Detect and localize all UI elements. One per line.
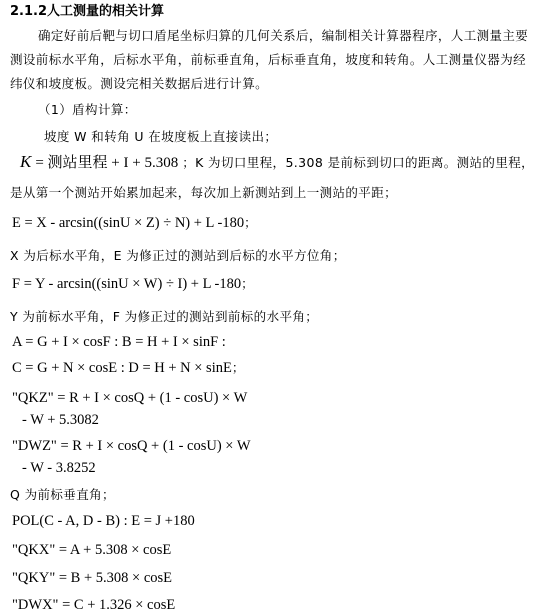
equation-dwz-line-1: "DWZ" = R + I × cosQ + (1 - cosU) × W bbox=[12, 438, 251, 454]
equation-qkz-line-1: "QKZ" = R + I × cosQ + (1 - cosU) × W bbox=[12, 390, 248, 406]
equation-cd-tail: ； bbox=[231, 360, 245, 375]
equation-ab: A = G + I × cosF : B = H + I × sinF : bbox=[12, 334, 226, 350]
desc-q: Q 为前标垂直角； bbox=[10, 487, 115, 502]
equation-cd-text: C = G + N × cosE : D = H + N × sinE bbox=[12, 360, 232, 376]
desc-y: Y 为前标水平角，F 为修正过的测站到前标的水平角； bbox=[10, 309, 319, 324]
intro-line-2: 测设前标水平角，后标水平角，前标垂直角，后标垂直角，坡度和转角。人工测量仪器为经 bbox=[10, 52, 527, 67]
k-formula-desc: ；K 为切口里程，5.308 是前标到切口的距离。测站的里程， bbox=[182, 155, 535, 170]
equation-qkz-line-2: - W + 5.3082 bbox=[22, 412, 99, 428]
intro-line-3: 纬仪和坡度板。测设完相关数据后进行计算。 bbox=[10, 76, 269, 91]
k-formula-rhs: = 测站里程 + I + 5.308 bbox=[35, 155, 179, 171]
k-symbol: K bbox=[20, 152, 32, 171]
desc-x: X 为后标水平角，E 为修正过的测站到后标的水平方位角； bbox=[10, 248, 346, 263]
equation-pol: POL(C - A, D - B) : E = J +180 bbox=[12, 513, 195, 529]
k-formula-line bbox=[20, 153, 534, 172]
equation-e-text: E = X - arcsin((sinU × Z) ÷ N) + L -180 bbox=[12, 215, 245, 231]
equation-qky: "QKY" = B + 5.308 × cosE bbox=[12, 570, 173, 586]
equation-qkx: "QKX" = A + 5.308 × cosE bbox=[12, 542, 172, 558]
slope-turn-note: 坡度 W 和转角 U 在坡度板上直接读出； bbox=[44, 129, 278, 144]
equation-cd bbox=[12, 359, 245, 377]
section-heading: 2.1.2人工测量的相关计算 bbox=[10, 4, 165, 19]
equation-dwx: "DWX" = C + 1.326 × cosE bbox=[12, 597, 176, 613]
equation-e-tail: ； bbox=[244, 215, 257, 230]
equation-dwz-line-2: - W - 3.8252 bbox=[22, 460, 96, 476]
equation-f-tail: ； bbox=[241, 276, 255, 291]
equation-e bbox=[12, 214, 257, 232]
k-desc-line-2: 是从第一个测站开始累加起来，每次加上新测站到上一测站的平距； bbox=[10, 185, 398, 200]
equation-f bbox=[12, 275, 254, 293]
subsection-heading: （1）盾构计算： bbox=[38, 102, 137, 117]
equation-f-text: F = Y - arcsin((sinU × W) ÷ I) + L -180 bbox=[12, 276, 242, 292]
intro-line-1: 确定好前后靶与切口盾尾坐标归算的几何关系后，编制相关计算器程序，人工测量主要 bbox=[38, 28, 529, 43]
